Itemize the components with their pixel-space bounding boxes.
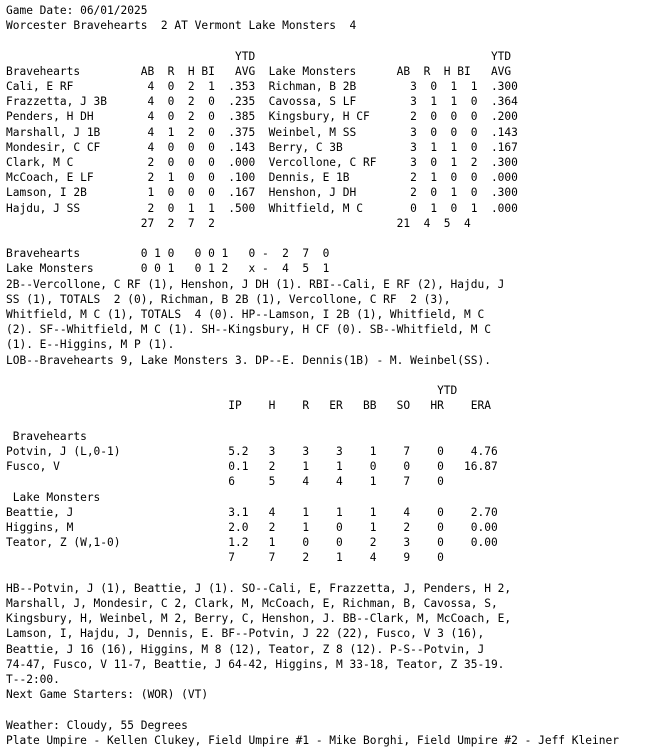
pitching-note-line: T--2:00. — [6, 672, 60, 686]
game-note-line: (2). SF--Whitfield, M C (1). SH--Kingsbury, H CF (0). SB--Whitfield, M C — [6, 323, 491, 337]
pitching-note-line: Beattie, J 16 (16), Higgins, M 8 (12), Teator, Z 8 (12). P-S--Potvin, J — [6, 642, 485, 656]
pitching-note-line: 74-47, Fusco, V 11-7, Beattie, J 64-42, Higgins, M 33-18, Teator, Z 35-19. — [6, 657, 505, 671]
batting-row: Lamson, I 2B 1 0 0 0 .167 Henshon, J DH 2 0 1 0 .300 — [6, 186, 518, 200]
game-note-line: LOB--Bravehearts 9, Lake Monsters 3. DP--E. Dennis(1B) - M. Weinbel(SS). — [6, 353, 491, 367]
pitching-row: Beattie, J 3.1 4 1 1 1 4 0 2.70 — [6, 505, 498, 519]
blank-line — [6, 702, 669, 717]
pitching-column-header: IP H R ER BB SO HR ERA — [6, 399, 491, 413]
batting-row: Marshall, J 1B 4 1 2 0 .375 Weinbel, M SS 3 0 0 0 .143 — [6, 125, 518, 139]
weather-line: Weather: Cloudy, 55 Degrees — [6, 718, 188, 732]
pitching-ytd-header: YTD — [6, 384, 458, 398]
game-note-line: SS (1), TOTALS 2 (0), Richman, B 2B (1), Vercollone, C RF 2 (3), — [6, 292, 451, 306]
batting-column-header: Bravehearts AB R H BI AVG Lake Monsters AB R H BI AVG — [6, 64, 512, 78]
pitching-note-line: Marshall, J, Mondesir, C 2, Clark, M, McCoach, E, Richman, B, Cavossa, S, — [6, 596, 498, 610]
pitching-team-title: Bravehearts — [6, 429, 87, 443]
batting-row: Hajdu, J SS 2 0 1 1 .500 Whitfield, M C 0 1 0 1 .000 — [6, 201, 518, 215]
game-note-line: Whitfield, M C (1), TOTALS 4 (0). HP--Lamson, I 2B (1), Whitfield, M C — [6, 308, 485, 322]
batting-row: McCoach, E LF 2 1 0 0 .100 Dennis, E 1B 2 1 0 0 .000 — [6, 171, 518, 185]
next-game-starters: Next Game Starters: (WOR) (VT) — [6, 688, 209, 702]
game-note-line: 2B--Vercollone, C RF (1), Henshon, J DH (1). RBI--Cali, E RF (2), Hajdu, J — [6, 277, 505, 291]
game-note-line: (1). E--Higgins, M P (1). — [6, 338, 175, 352]
batting-row: Cali, E RF 4 0 2 1 .353 Richman, B 2B 3 0 1 1 .300 — [6, 80, 518, 94]
blank-line — [6, 413, 669, 428]
batting-ytd-header: YTD YTD — [6, 49, 512, 63]
batting-row: Penders, H DH 4 0 2 0 .385 Kingsbury, H CF 2 0 0 0 .200 — [6, 110, 518, 124]
batting-totals: 27 2 7 2 21 4 5 4 — [6, 216, 471, 230]
blank-line — [6, 368, 669, 383]
blank-line — [6, 33, 669, 48]
pitching-row: Fusco, V 0.1 2 1 1 0 0 0 16.87 — [6, 460, 498, 474]
pitching-row: Teator, Z (W,1-0) 1.2 1 0 0 2 3 0 0.00 — [6, 536, 498, 550]
game-date: Game Date: 06/01/2025 — [6, 4, 148, 17]
pitching-note-line: Kingsbury, H, Weinbel, M 2, Berry, C, Henshon, J. BB--Clark, M, McCoach, E, — [6, 612, 512, 626]
linescore-home: Lake Monsters 0 0 1 0 1 2 x - 4 5 1 — [6, 262, 330, 276]
pitching-totals: 6 5 4 4 1 7 0 — [6, 475, 444, 489]
blank-line — [6, 231, 669, 246]
batting-row: Frazzetta, J 3B 4 0 2 0 .235 Cavossa, S LF 3 1 1 0 .364 — [6, 95, 518, 109]
batting-row: Clark, M C 2 0 0 0 .000 Vercollone, C RF 3 0 1 2 .300 — [6, 156, 518, 170]
batting-row: Mondesir, C CF 4 0 0 0 .143 Berry, C 3B 3 1 1 0 .167 — [6, 140, 518, 154]
pitching-note-line: HB--Potvin, J (1), Beattie, J (1). SO--Cali, E, Frazzetta, J, Penders, H 2, — [6, 581, 512, 595]
matchup-line: Worcester Bravehearts 2 AT Vermont Lake Monsters 4 — [6, 19, 357, 33]
pitching-totals: 7 7 2 1 4 9 0 — [6, 551, 444, 565]
pitching-note-line: Lamson, I, Hajdu, J, Dennis, E. BF--Potvin, J 22 (22), Fusco, V 3 (16), — [6, 627, 485, 641]
pitching-row: Potvin, J (L,0-1) 5.2 3 3 3 1 7 0 4.76 — [6, 444, 498, 458]
umpires-line: Plate Umpire - Kellen Clukey, Field Umpire #1 - Mike Borghi, Field Umpire #2 - Jeff Kleiner — [6, 733, 619, 747]
pitching-row: Higgins, M 2.0 2 1 0 1 2 0 0.00 — [6, 520, 498, 534]
linescore-away: Bravehearts 0 1 0 0 0 1 0 - 2 7 0 — [6, 247, 330, 261]
blank-line — [6, 566, 669, 581]
pitching-team-title: Lake Monsters — [6, 490, 101, 504]
